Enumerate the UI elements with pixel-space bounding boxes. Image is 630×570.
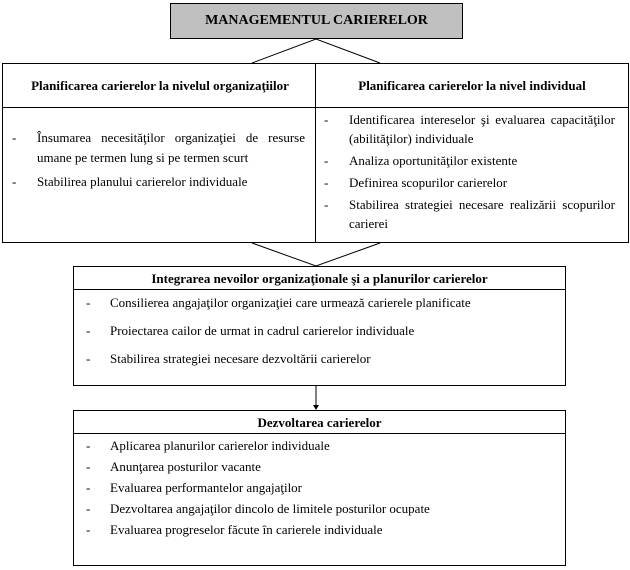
planning-column-divider bbox=[315, 63, 316, 243]
ind-planning-header: Planificarea carierelor la nivel individual bbox=[358, 78, 586, 93]
bullet-dash: - bbox=[86, 295, 91, 310]
bullet-dash: - bbox=[86, 459, 91, 474]
bullet-dash: - bbox=[12, 174, 17, 189]
bullet-dash: - bbox=[86, 522, 91, 537]
bullet-dash: - bbox=[324, 197, 329, 212]
list-item: - Stabilirea strategiei necesare realizării scopurilor carierei bbox=[324, 197, 615, 231]
list-item: - Analiza oportunităţilor existente bbox=[324, 153, 518, 168]
development-header-divider bbox=[73, 433, 566, 434]
title-to-planning-connector bbox=[252, 39, 380, 63]
bullet-dash: - bbox=[86, 351, 91, 366]
ind-planning-list bbox=[324, 110, 615, 233]
list-item: - Aplicarea planurilor carierelor individuale bbox=[86, 438, 330, 453]
bullet-dash: - bbox=[86, 480, 91, 495]
development-list bbox=[86, 437, 564, 538]
bullet-dash: - bbox=[86, 438, 91, 453]
development-header: Dezvoltarea carierelor bbox=[257, 415, 382, 430]
list-item: - Consilierea angajaţilor organizaţiei care urmează carierele planificate bbox=[86, 295, 471, 310]
bullet-dash: - bbox=[324, 112, 329, 127]
list-item: - Identificarea intereselor şi evaluarea capacităţilor (abilităţilor) individuale bbox=[324, 112, 615, 146]
integration-list bbox=[86, 294, 564, 367]
planning-to-integration-connector bbox=[252, 243, 380, 266]
list-item: - Evaluarea performantelor angajaţilor bbox=[86, 480, 303, 495]
list-item: - Definirea scopurilor carierelor bbox=[324, 175, 508, 190]
bullet-dash: - bbox=[86, 323, 91, 338]
list-item: - Evaluarea progreselor făcute în carierele individuale bbox=[86, 522, 383, 537]
title-box bbox=[170, 3, 463, 39]
list-item: - Proiectarea cailor de urmat in cadrul carierelor individuale bbox=[86, 323, 415, 338]
list-item: - Anunţarea posturilor vacante bbox=[86, 459, 261, 474]
org-planning-header: Planificarea carierelor la nivelul organizaţiilor bbox=[31, 78, 289, 93]
bullet-dash: - bbox=[12, 130, 17, 145]
list-item: - Dezvoltarea angajaţilor dincolo de limitele posturilor ocupate bbox=[86, 501, 430, 516]
bullet-dash: - bbox=[324, 175, 329, 190]
list-item: - Stabilirea planului carierelor individuale bbox=[12, 172, 305, 192]
bullet-dash: - bbox=[324, 153, 329, 168]
bullet-dash: - bbox=[86, 501, 91, 516]
list-item: - Stabilirea strategiei necesare dezvoltării carierelor bbox=[86, 351, 371, 366]
list-item: - Însumarea necesităţilor organizaţiei de resurse umane pe termen lung si pe termen scurt bbox=[12, 130, 305, 165]
diagram-title: MANAGEMENTUL CARIERELOR bbox=[205, 13, 428, 28]
org-planning-list bbox=[12, 128, 305, 192]
integration-header: Integrarea nevoilor organizaţionale şi a planurilor carierelor bbox=[151, 271, 488, 286]
integration-header-divider bbox=[73, 289, 566, 290]
